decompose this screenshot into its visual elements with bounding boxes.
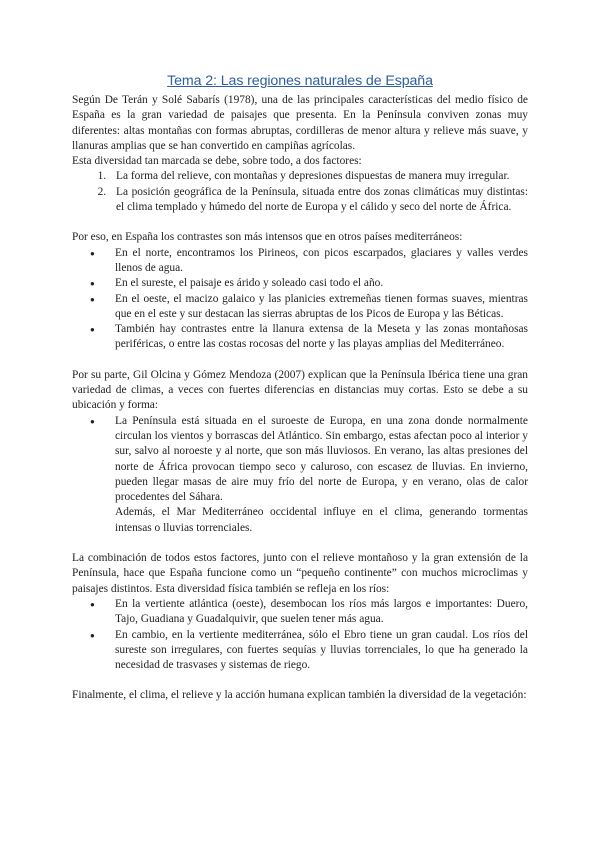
list-item: ● En cambio, en la vertiente mediterránea, sólo el Ebro tiene un gran caudal. Los ríos del sureste son irregulares, con fuertes sequías y lluvias torrenciales, lo que ha generado la necesidad de trasvases y sistemas de riego. [109,628,528,674]
list-item: ● En el norte, encontramos los Pirineos, con picos escarpados, glaciares y valles verdes llenos de agua. [109,246,528,277]
climate-list [72,414,528,536]
list-item: ● También hay contrastes entre la llanura extensa de la Meseta y las zonas montañosas periféricas, o entre las costas rocosas del norte y las playas amplias del Mediterráneo. [109,322,528,353]
list-item: 2. La posición geográfica de la Península, situada entre dos zonas climáticas muy distintas: el clima templado y húmedo del norte de Europa y el cálido y seco del norte de África. [109,185,528,216]
spacer [72,536,528,551]
factors-intro: Esta diversidad tan marcada se debe, sobre todo, a dos factores: [72,155,362,168]
spacer [72,215,528,230]
page-title: Tema 2: Las regiones naturales de España [167,73,433,89]
contrasts-intro: Por eso, en España los contrastes son más intensos que en otros países mediterráneos: [72,231,463,244]
climate-intro: Por su parte, Gil Olcina y Gómez Mendoza (2007) explican que la Península Ibérica tiene una gran variedad de climas, a veces con fuertes diferencias en distancias muy cortas. Esto se debe a su ubicación y forma: [72,368,528,412]
conclusion-paragraph: Finalmente, el clima, el relieve y la acción humana explican también la diversidad de la vegetación: [72,689,527,702]
contrasts-list [72,246,528,353]
factors-list [72,169,528,215]
list-item [109,414,528,536]
climate-item-main: ● La Península está situada en el suroeste de Europa, en una zona donde normalmente circulan los vientos y borrascas del Atlántico. Sin embargo, estas afectan poco al interior y sur, salvo al noroeste y al norte, que son más lluviosos. En verano, las altas presiones del norte de África provocan tiempo seco y caluroso, con escasez de lluvias. En invierno, pueden llegar masas de aire muy frío del norte de Europa, y en verano, olas de calor procedentes del Sáhara. [115,414,528,504]
list-item: ● En el sureste, el paisaje es árido y soleado casi todo el año. [109,276,528,291]
rivers-list [72,597,528,673]
list-item: ● En el oeste, el macizo galaico y las planicies extremeñas tienen formas suaves, mientras que en el este y sur destacan las sierras abruptas de los Picos de Europa y las Béticas. [109,292,528,323]
climate-item-extra: Además, el Mar Mediterráneo occidental influye en el clima, generando tormentas intensas o lluvias torrenciales. [115,506,528,534]
intro-paragraph: Según De Terán y Solé Sabarís (1978), una de las principales características del medio físico de España es la gran variedad de paisajes que presenta. En la Península conviven zonas muy diferentes: altas montañas con formas abruptas, cordilleras de menor altura y relieve más suave, y llanuras amplias que se han convertido en campiñas agrícolas. [72,94,528,152]
rivers-intro: La combinación de todos estos factores, junto con el relieve montañoso y la gran extensión de la Península, hace que España funcione como un “pequeño continente” con muchos microclimas y paisajes distintos. Esta diversidad física también se refleja en los ríos: [72,552,528,595]
list-item: 1. La forma del relieve, con montañas y depresiones dispuestas de manera muy irregular. [109,169,528,184]
spacer [72,353,528,368]
spacer [72,673,528,688]
list-item: ● En la vertiente atlántica (oeste), desembocan los ríos más largos e importantes: Duero, Tajo, Guadiana y Guadalquivir, que suelen tener más agua. [109,597,528,628]
